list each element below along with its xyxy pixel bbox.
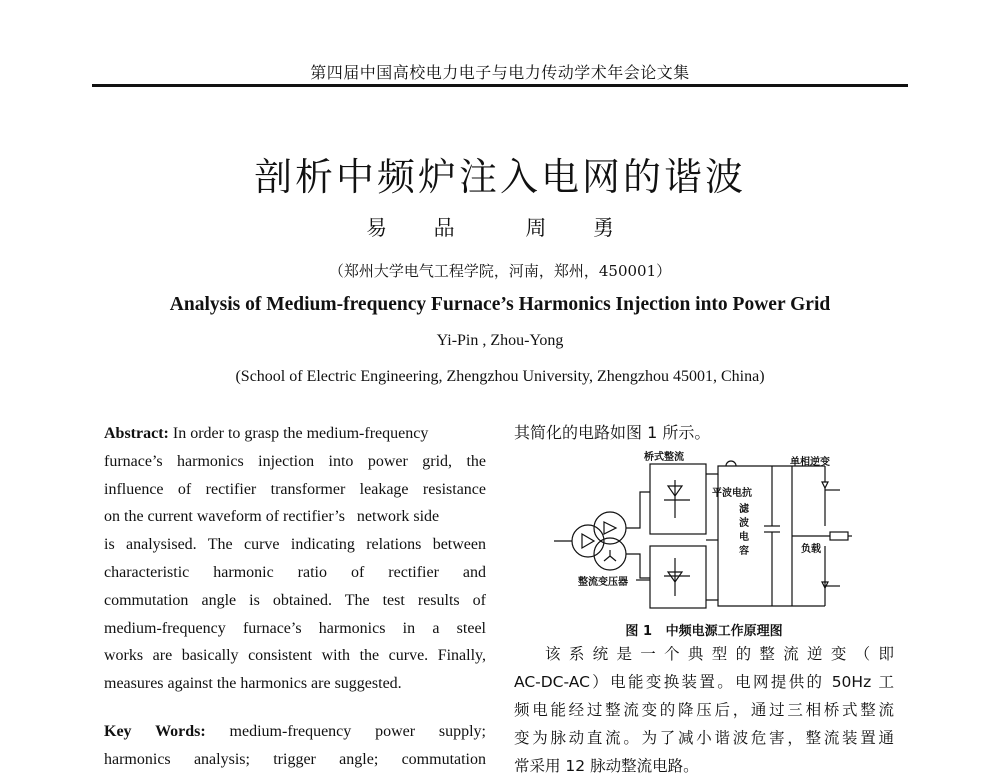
abstract-line: works are basically consistent with the curve. Finally, (104, 647, 486, 665)
body-line: 频电能经过整流变的降压后，通过三相桥式整流 (514, 701, 894, 719)
abstract-line: commutation angle is obtained. The test results of (104, 591, 486, 609)
label-smoothing-reactor: 平波电抗 (712, 488, 752, 499)
label-single-phase-inverter: 单相逆变 (790, 457, 830, 468)
body-line: 变为脉动直流。为了减小谐波危害，整流装置通 (514, 729, 894, 747)
abstract (104, 420, 486, 698)
author-1: 易 品 (365, 216, 475, 240)
body-line: 常采用 12 脉动整流电路。 (514, 757, 699, 775)
body-line: 该系统是一个典型的整流逆变（即 (545, 645, 894, 663)
running-header: 第四届中国高校电力电子与电力传动学术年会论文集 (310, 63, 690, 82)
abstract-line: on the current waveform of rectifier’s network side (104, 508, 440, 526)
english-authors: Yi-Pin , Zhou-Yong (436, 332, 564, 349)
transformer-symbol (554, 492, 650, 580)
author-2: 周 勇 (525, 216, 635, 240)
body-text (514, 640, 894, 780)
label-filter-capacitor: 滤 (739, 504, 749, 515)
keywords-line: Key Words: medium-frequency power supply; (104, 723, 487, 740)
body-line: AC-DC-AC）电能变换装置。电网提供的 50Hz 工 (514, 673, 894, 691)
abstract-line: medium-frequency furnace’s harmonics in a steel (104, 619, 486, 637)
bridge-rectifier-upper (650, 464, 706, 534)
chinese-authors (0, 212, 1000, 242)
abstract-line: characteristic harmonic ratio of rectifier and (104, 563, 486, 581)
chinese-title: 剖析中频炉注入电网的谐波 (253, 155, 746, 199)
label-load: 负载 (801, 544, 821, 555)
abstract-label: Abstract: (104, 425, 169, 442)
header-rule (92, 84, 908, 87)
figure-caption: 图 1 中频电源工作原理图 (625, 624, 783, 639)
english-affiliation: (School of Electric Engineering, Zhengzhou University, Zhengzhou 45001, China) (235, 368, 765, 385)
abstract-line: Abstract: In order to grasp the medium-frequency (104, 425, 429, 442)
abstract-line: is analysised. The curve indicating relations between (104, 536, 486, 554)
dc-bus-bottom (706, 600, 820, 606)
label-filter-capacitor: 电 (739, 532, 749, 543)
label-bridge-rectifier: 桥式整流 (644, 452, 684, 463)
keywords-label: Key Words: (104, 723, 206, 740)
bridge-rectifier-lower (650, 546, 706, 608)
abstract-line: furnace’s harmonics injection into power grid, the (104, 452, 486, 470)
circuit-diagram (540, 446, 880, 616)
inverter-and-load (792, 466, 852, 606)
label-filter-capacitor: 容 (739, 546, 749, 557)
english-title: Analysis of Medium-frequency Furnace’s Harmonics Injection into Power Grid (169, 294, 831, 315)
chinese-affiliation: （郑州大学电气工程学院，河南，郑州，450001） (328, 262, 672, 280)
label-filter-capacitor: 波 (739, 518, 749, 529)
smoothing-reactor-coil (726, 461, 736, 466)
filter-capacitor (764, 466, 780, 606)
label-rectifier-transformer: 整流变压器 (578, 577, 628, 588)
keywords (104, 718, 486, 774)
abstract-line: measures against the harmonics are suggested. (104, 675, 402, 693)
figure-intro-text: 其简化的电路如图 1 所示。 (514, 423, 711, 442)
abstract-line: influence of rectifier transformer leakage resistance (104, 480, 486, 498)
keywords-line: harmonics analysis; trigger angle; commutation (104, 750, 486, 768)
